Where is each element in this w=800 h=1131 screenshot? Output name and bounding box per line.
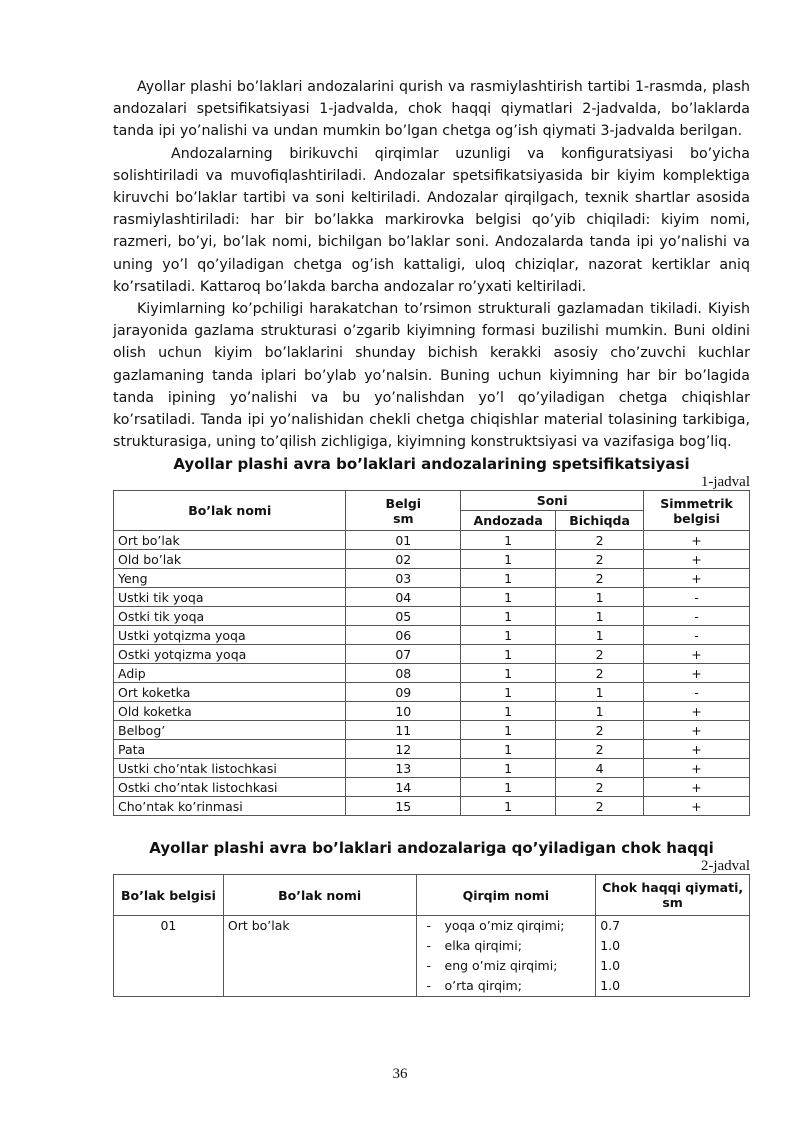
table1-label: 1-jadval (700, 474, 750, 491)
pattern-count-cell: 1 (461, 531, 556, 550)
table2-title: Ayollar plashi avra bo’laklari andozalariga qo’yiladigan chok haqqi (149, 839, 714, 858)
part-name-cell: Ort bo’lak (114, 531, 346, 550)
pattern-count-cell: 1 (461, 550, 556, 569)
part-name-cell: Ustki yotqizma yoqa (114, 626, 346, 645)
part-name-cell: Adip (114, 664, 346, 683)
part-name-cell: Belbog’ (114, 721, 346, 740)
part-code-cell: 01 (114, 916, 224, 997)
pattern-count-cell: 1 (461, 664, 556, 683)
symmetry-cell: - (644, 607, 750, 626)
header-in-cut: Bichiqda (556, 511, 644, 531)
header-count: Soni (461, 491, 644, 511)
table-row (114, 664, 750, 683)
pattern-count-cell: 1 (461, 702, 556, 721)
part-code-cell: 03 (346, 569, 461, 588)
part-code-cell: 07 (346, 645, 461, 664)
list-item: - eng o’miz qirqimi; (427, 956, 592, 976)
cut-count-cell: 1 (556, 626, 644, 645)
header-part-name: Bo’lak nomi (114, 491, 346, 531)
list-item: - elka qirqimi; (427, 936, 592, 956)
table-row (114, 550, 750, 569)
part-code-cell: 08 (346, 664, 461, 683)
pattern-count-cell: 1 (461, 683, 556, 702)
symmetry-cell: + (644, 778, 750, 797)
page-number: 36 (392, 1066, 408, 1082)
part-name-cell: Ort bo’lak (223, 916, 416, 997)
part-name-cell: Old koketka (114, 702, 346, 721)
seam-table-body (114, 916, 750, 997)
symmetry-cell: + (644, 702, 750, 721)
part-code-cell: 11 (346, 721, 461, 740)
header-allowance: Chok haqqi qiymati, sm (596, 875, 750, 916)
pattern-count-cell: 1 (461, 645, 556, 664)
part-name-cell: Ort koketka (114, 683, 346, 702)
symmetry-cell: + (644, 759, 750, 778)
spec-table-body (114, 531, 750, 816)
allowance-value: 1.0 (600, 938, 621, 954)
cut-count-cell: 2 (556, 664, 644, 683)
symmetry-cell: - (644, 588, 750, 607)
cut-count-cell: 2 (556, 550, 644, 569)
table-row (114, 916, 750, 997)
paragraph-1: Ayollar plashi bo’laklari andozalarini qurish va rasmiylashtirish tartibi 1-rasmda, plash andozalari spetsifikatsiyasi 1-jadvalda, chok haqqi qiymatlari 2-jadvalda, bo’laklarda tanda ipi yo’nalishi va undan mumkin bo’lgan chetga og’ish qiymati 3-jadvalda berilgan. (113, 79, 750, 140)
table-row (114, 626, 750, 645)
document-page (113, 76, 750, 997)
symmetry-cell: - (644, 626, 750, 645)
paragraph-2: Andozalarning birikuvchi qirqimlar uzunligi va konfiguratsiyasi bo’yicha solishtiriladi va muvofiqlashtiriladi. Andozalar spetsifikatsiyasida bir kiyim komplektiga kiruvchi bo’laklar tartibi va soni keltiriladi. Andozalar qirqilgach, texnik shartlar asosida rasmiylashtiriladi: har bir bo’lakka markirovka belgisi qo’yib chiqiladi: kiyim nomi, razmeri, bo’yi, bo’lak nomi, bichilgan bo’laklar soni. Andozalarda tanda ipi yo’nalishi va uning yo’l qo’yiladigan chetga og’ish kattaligi, uloq chiziqlar, nazorat kertiklar aniq ko’rsatiladi. Kattaroq bo’lakda barcha andozalar ro’yxati keltiriladi. (113, 145, 750, 295)
part-name-cell: Ustki cho’ntak listochkasi (114, 759, 346, 778)
part-code-cell: 09 (346, 683, 461, 702)
cut-count-cell: 1 (556, 588, 644, 607)
header-sym-line1: Simmetrik (660, 495, 733, 511)
part-name-cell: Ostki yotqizma yoqa (114, 645, 346, 664)
cut-count-cell: 4 (556, 759, 644, 778)
part-code-cell: 15 (346, 797, 461, 816)
symmetry-cell: + (644, 550, 750, 569)
part-code-cell: 06 (346, 626, 461, 645)
cut-count-cell: 1 (556, 607, 644, 626)
symmetry-cell: + (644, 569, 750, 588)
header-cut-name: Qirqim nomi (416, 875, 596, 916)
cut-count-cell: 1 (556, 702, 644, 721)
list-item: - o’rta qirqim; (427, 976, 592, 996)
cut-count-cell: 2 (556, 531, 644, 550)
table-row (114, 607, 750, 626)
paragraph-3: Kiyimlarning ko’pchiligi harakatchan to’rsimon strukturali gazlamadan tikiladi. Kiyish jarayonida gazlama strukturasi o’zgarib kiyimning formasi buzilishi mumkin. Buni oldini olish uchun kiyim bo’laklarini shunday bichish kerakki asosiy cho’zuvchi kuchlar gazlamaning tanda iplari bo’ylab yo’nalsin. Buning uchun kiyimning har bir bo’lagida tanda ipining yo’nalishi va bu yo’nalishdan yo’l qo’yiladigan chetga chiqishlar ko’rsatiladi. Tanda ipi yo’nalishidan chekli chetga chiqishlar material tolasining tarkibiga, strukturasiga, uning to’qilish zichligiga, kiyimning konstruktsiyasi va vazifasiga bog’liq. (113, 301, 750, 451)
part-name-cell: Yeng (114, 569, 346, 588)
header-part-name-2: Bo’lak nomi (223, 875, 416, 916)
header-sym-line2: belgisi (673, 510, 720, 526)
allowance-value: 0.7 (600, 918, 621, 934)
part-name-cell: Pata (114, 740, 346, 759)
cut-count-cell: 2 (556, 569, 644, 588)
part-name-cell: Cho’ntak ko’rinmasi (114, 797, 346, 816)
part-code-cell: 04 (346, 588, 461, 607)
table2-label: 2-jadval (700, 858, 750, 875)
part-name-cell: Ostki tik yoqa (114, 607, 346, 626)
pattern-count-cell: 1 (461, 569, 556, 588)
cut-count-cell: 2 (556, 778, 644, 797)
table1-title: Ayollar plashi avra bo’laklari andozalarining spetsifikatsiyasi (173, 455, 690, 474)
pattern-count-cell: 1 (461, 721, 556, 740)
part-code-cell: 13 (346, 759, 461, 778)
symmetry-cell: - (644, 683, 750, 702)
cut-name-list (427, 916, 592, 996)
cut-count-cell: 2 (556, 721, 644, 740)
seam-table (113, 874, 750, 997)
pattern-count-cell: 1 (461, 626, 556, 645)
cut-count-cell: 2 (556, 645, 644, 664)
table-row (114, 683, 750, 702)
part-code-cell: 01 (346, 531, 461, 550)
part-name-cell: Ostki cho’ntak listochkasi (114, 778, 346, 797)
cut-count-cell: 1 (556, 683, 644, 702)
symmetry-cell: + (644, 740, 750, 759)
table-row (114, 588, 750, 607)
allowance-values-cell (596, 916, 750, 997)
table-row (114, 702, 750, 721)
symmetry-cell: + (644, 645, 750, 664)
part-code-cell: 05 (346, 607, 461, 626)
table-row (114, 740, 750, 759)
part-name-cell: Old bo’lak (114, 550, 346, 569)
table-row (114, 531, 750, 550)
pattern-count-cell: 1 (461, 607, 556, 626)
cut-count-cell: 2 (556, 797, 644, 816)
table-row (114, 797, 750, 816)
table-row (114, 778, 750, 797)
header-code-line1: Belgi (385, 495, 422, 511)
header-code (346, 491, 461, 531)
pattern-count-cell: 1 (461, 797, 556, 816)
symmetry-cell: + (644, 797, 750, 816)
header-symmetry (644, 491, 750, 531)
pattern-count-cell: 1 (461, 740, 556, 759)
symmetry-cell: + (644, 721, 750, 740)
part-code-cell: 14 (346, 778, 461, 797)
symmetry-cell: + (644, 531, 750, 550)
part-code-cell: 10 (346, 702, 461, 721)
table-row (114, 645, 750, 664)
pattern-count-cell: 1 (461, 588, 556, 607)
cut-count-cell: 2 (556, 740, 644, 759)
part-code-cell: 12 (346, 740, 461, 759)
part-name-cell: Ustki tik yoqa (114, 588, 346, 607)
table-row (114, 759, 750, 778)
allowance-value: 1.0 (600, 958, 621, 974)
spec-table (113, 490, 750, 816)
table-row (114, 721, 750, 740)
table-row (114, 569, 750, 588)
part-code-cell: 02 (346, 550, 461, 569)
symmetry-cell: + (644, 664, 750, 683)
allowance-value: 1.0 (600, 978, 621, 994)
header-part-code: Bo’lak belgisi (114, 875, 224, 916)
pattern-count-cell: 1 (461, 778, 556, 797)
header-code-line2: sm (393, 510, 414, 526)
list-item: - yoqa o’miz qirqimi; (427, 916, 592, 936)
pattern-count-cell: 1 (461, 759, 556, 778)
header-in-pattern: Andozada (461, 511, 556, 531)
cut-names-cell (416, 916, 596, 997)
